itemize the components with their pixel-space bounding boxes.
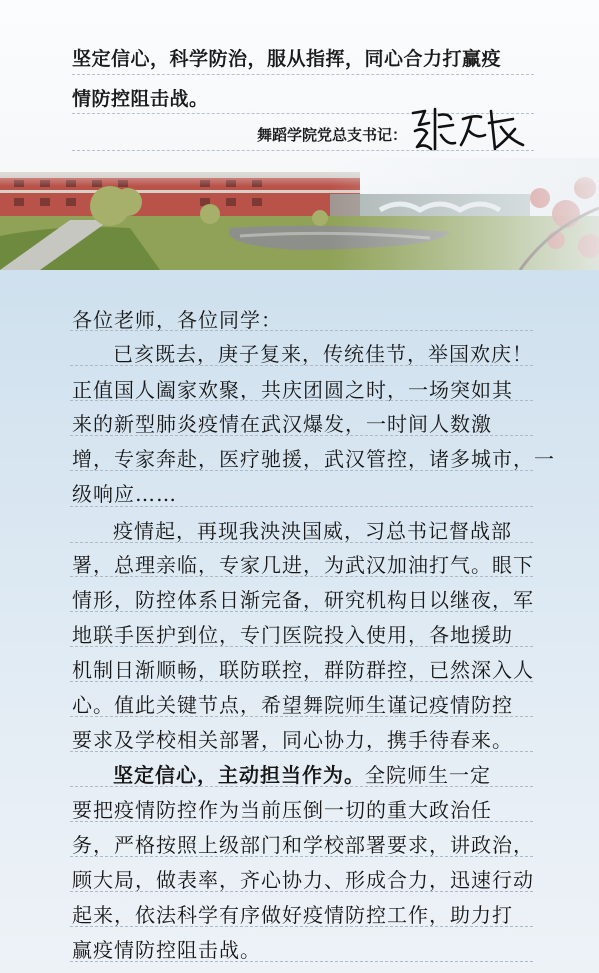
header-line-1: 坚定信心，科学防治，服从指挥，同心合力打赢疫: [72, 48, 502, 70]
divider: [70, 891, 533, 892]
divider: [70, 435, 533, 436]
letter-line: 机制日渐顺畅，联防联控，群防群控，已然深入人: [72, 658, 534, 682]
letter-greeting: 各位老师，各位同学：: [72, 308, 282, 332]
header-line-2: 情防控阻击战。: [72, 88, 209, 110]
divider: [70, 926, 533, 927]
divider: [70, 400, 533, 401]
signature-label: 舞蹈学院党总支书记：: [257, 126, 408, 144]
letter-line: 要求及学校相关部署，同心协力，携手待春来。: [72, 728, 513, 752]
divider: [70, 821, 533, 822]
header-card: [0, 0, 599, 270]
divider: [70, 365, 533, 366]
letter-line: 心。值此关键节点，希望舞院师生谨记疫情防控: [72, 693, 513, 717]
letter-heading-rest: 全院师生一定: [365, 763, 491, 787]
letter-line: 要把疫情防控作为当前压倒一切的重大政治任: [72, 798, 492, 822]
letter-card: [0, 270, 599, 973]
letter-line: 署，总理亲临，专家几进，为武汉加油打气。眼下: [72, 553, 534, 577]
letter-line: 地联手医护到位，专门医院投入使用，各地援助: [72, 623, 513, 647]
divider: [70, 961, 533, 962]
letter-line: 赢疫情防控阻击战。: [72, 938, 261, 962]
divider: [70, 506, 533, 507]
divider: [70, 542, 533, 543]
letter-line: 务，严格按照上级部门和学校部署要求，讲政治，: [72, 833, 534, 857]
divider: [72, 74, 534, 75]
campus-scene-image: [0, 158, 599, 270]
letter-line: 正值国人阖家欢聚，共庆团圆之时，一场突如其: [72, 378, 513, 402]
divider: [70, 646, 533, 647]
divider: [70, 470, 533, 471]
letter-line: 起来，依法科学有序做好疫情防控工作，助力打: [72, 903, 513, 927]
divider: [70, 611, 533, 612]
divider: [70, 681, 533, 682]
divider: [70, 576, 533, 577]
divider: [70, 856, 533, 857]
letter-line: 增，专家奔赴，医疗驰援，武汉管控，诸多城市，一: [72, 447, 555, 471]
handwritten-signature: [405, 105, 535, 155]
letter-heading-line: [113, 759, 491, 788]
letter-line: 已亥既去，庚子复来，传统佳节，举国欢庆！: [113, 342, 533, 366]
letter-line: 情形，防控体系日渐完备，研究机构日以继夜，军: [72, 588, 534, 612]
letter-line: 疫情起，再现我泱泱国威，习总书记督战部: [113, 519, 512, 543]
letter-line: 顾大局，做表率，齐心协力、形成合力，迅速行动: [72, 868, 534, 892]
divider: [70, 716, 533, 717]
divider: [70, 751, 533, 752]
letter-line: 来的新型肺炎疫情在武汉爆发，一时间人数激: [72, 412, 492, 436]
letter-heading: 坚定信心，主动担当作为。: [113, 763, 365, 787]
divider: [70, 330, 533, 331]
letter-line: 级响应……: [72, 482, 177, 506]
divider: [70, 786, 533, 787]
